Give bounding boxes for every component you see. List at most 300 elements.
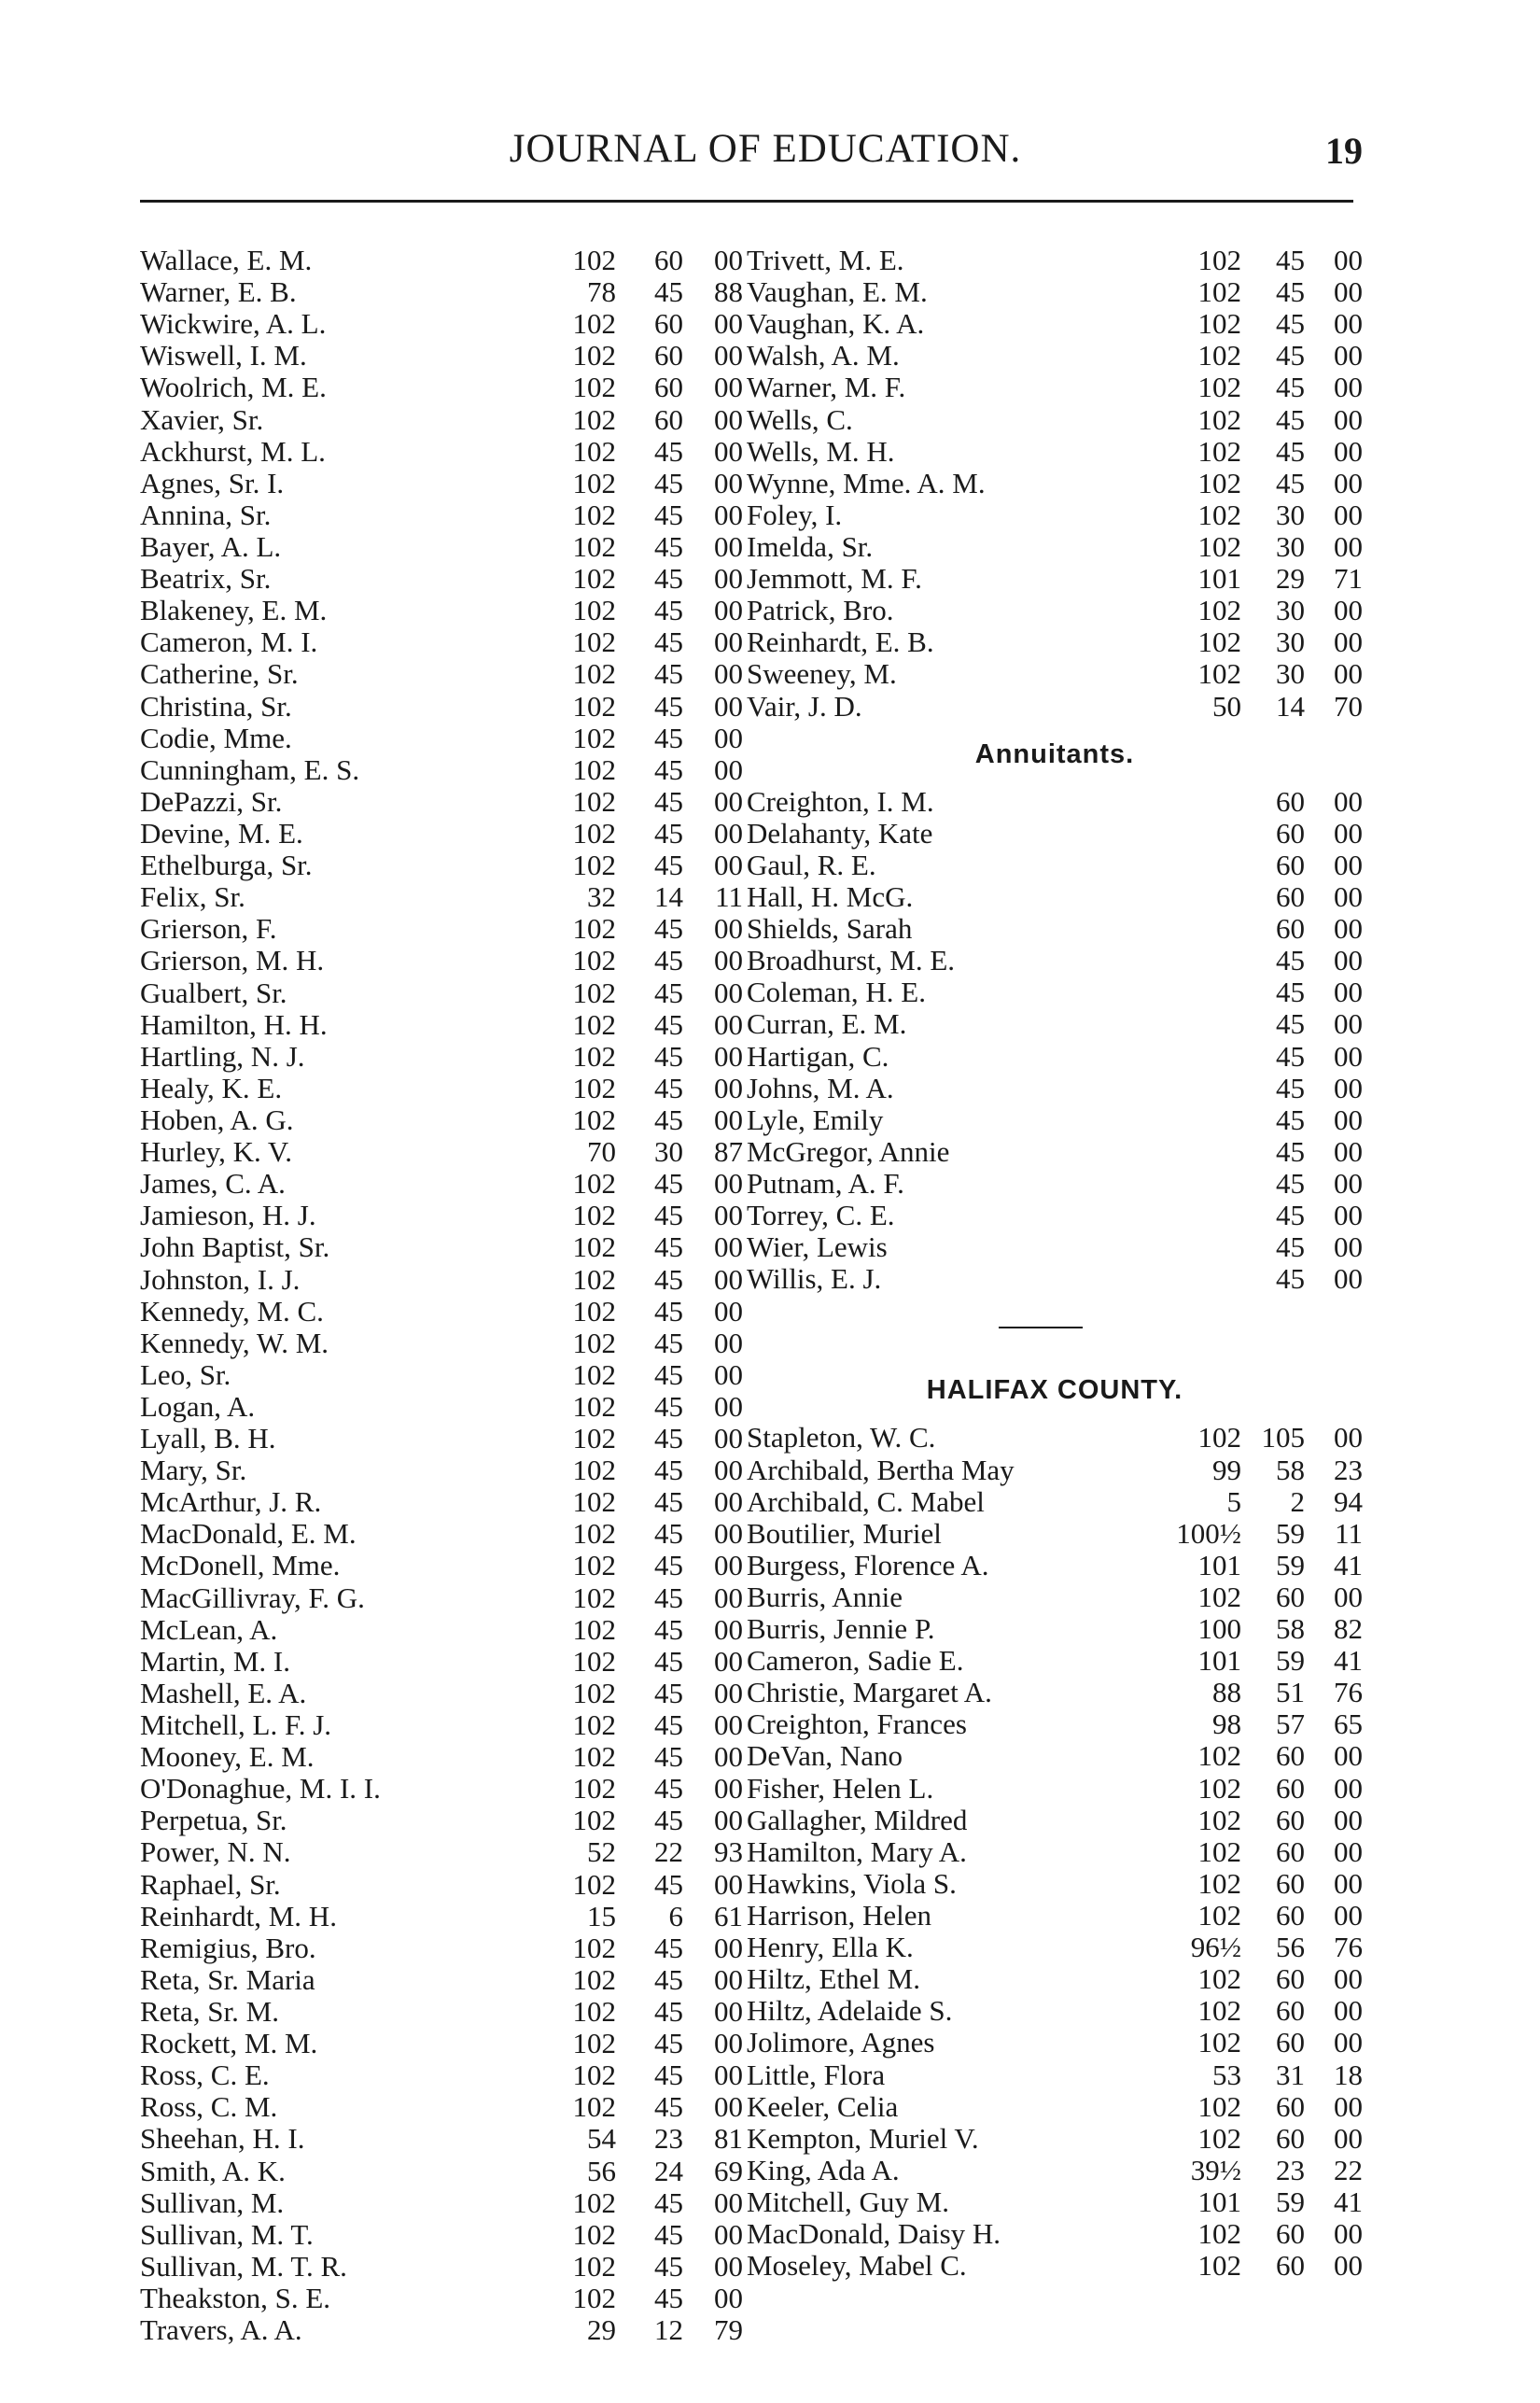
entry-amount-cents: 00 [1334,402,1363,436]
entry-amount-cents: 87 [714,1135,743,1169]
entry-amount-a: 53 [1212,2058,1241,2091]
entry-name: Sullivan, M. [140,2185,285,2219]
entry-amount-dollars: 60 [654,371,683,404]
entry-amount-dollars: 45 [654,1422,683,1455]
entry-amount-dollars: 45 [654,2282,683,2314]
table-row [747,276,1363,308]
entry-amount-a: 102 [572,2027,616,2060]
entry-amount-cents: 00 [714,721,743,754]
entry-amount-a: 102 [572,1230,616,1264]
entry-amount-cents: 00 [714,2059,743,2092]
entry-amount-dollars: 45 [1276,434,1305,468]
entry-amount-a: 101 [1197,562,1241,596]
table-row [140,1357,743,1391]
entry-amount-cents: 11 [1335,1516,1363,1550]
entry-amount-a: 102 [572,562,616,596]
entry-amount-a: 102 [1197,1739,1241,1773]
entry-amount-cents: 00 [714,816,743,850]
entry-amount-dollars: 45 [654,1804,683,1837]
entry-amount-dollars: 45 [1276,976,1305,1009]
entry-amount-a: 102 [1197,657,1241,691]
entry-amount-dollars: 45 [654,976,683,1009]
entry-amount-cents: 00 [714,912,743,946]
entry-amount-a: 102 [572,1517,616,1551]
entry-amount-a: 102 [572,657,616,691]
entry-name: Hoben, A. G. [140,1103,294,1136]
table-row [747,1995,1363,2027]
table-row [747,2123,1363,2155]
entry-name: Hurley, K. V. [140,1135,293,1169]
entry-name: Burris, Annie [747,1580,903,1613]
entry-amount-a: 102 [572,625,616,659]
table-row [140,1262,743,1296]
entry-name: Hamilton, H. H. [140,1007,328,1041]
entry-amount-a: 102 [1197,2217,1241,2251]
entry-amount-cents: 00 [1334,1899,1363,1932]
entry-name: Ross, C. M. [140,2090,278,2124]
entry-name: MacDonald, Daisy H. [747,2217,1001,2251]
table-row [140,1454,743,1487]
entry-amount-cents: 61 [714,1899,743,1932]
table-row [140,2282,743,2314]
entry-amount-cents: 00 [714,1357,743,1391]
entry-name: Cameron, Sadie E. [747,1644,964,1678]
entry-amount-cents: 00 [1334,339,1363,372]
entry-amount-cents: 00 [1334,1866,1363,1900]
entry-name: Hawkins, Viola S. [747,1866,957,1900]
table-row [140,562,743,596]
entry-name: Foley, I. [747,498,843,531]
entry-amount-a: 102 [572,689,616,723]
entry-amount-a: 102 [1197,2121,1241,2155]
entry-amount-cents: 00 [1334,1421,1363,1454]
entry-amount-dollars: 59 [1276,1548,1305,1581]
entry-amount-a: 102 [572,307,616,341]
entry-amount-dollars: 45 [654,721,683,754]
entry-amount-a: 102 [1197,466,1241,499]
entry-name: McLean, A. [140,1612,278,1646]
entry-name: Wiswell, I. M. [140,339,307,372]
table-row [747,786,1363,818]
entry-name: Vaughan, E. M. [747,275,928,309]
table-row [140,2090,743,2124]
entry-name: Devine, M. E. [140,816,303,850]
entry-amount-dollars: 45 [1276,1166,1305,1200]
entry-amount-a: 102 [572,721,616,754]
table-row [140,434,743,468]
table-row [140,2217,743,2251]
entry-amount-dollars: 60 [1276,1866,1305,1900]
entry-amount-dollars: 45 [654,1772,683,1806]
table-row [140,1931,743,1964]
entry-name: Christina, Sr. [140,689,292,723]
entry-amount-dollars: 57 [1276,1707,1305,1741]
entry-name: Ackhurst, M. L. [140,434,326,468]
entry-amount-dollars: 45 [654,752,683,786]
entry-amount-a: 102 [1197,1994,1241,2028]
table-row [747,1008,1363,1040]
entry-name: Power, N. N. [140,1835,291,1869]
entry-amount-dollars: 29 [1276,562,1305,596]
entry-amount-a: 102 [572,1931,616,1964]
entry-amount-dollars: 30 [1276,529,1305,563]
entry-name: Wynne, Mme. A. M. [747,466,986,499]
entry-amount-cents: 00 [714,1708,743,1742]
entry-name: Gualbert, Sr. [140,976,287,1009]
entry-amount-a: 102 [572,1039,616,1073]
entry-amount-a: 102 [572,1740,616,1774]
entry-name: DeVan, Nano [747,1739,903,1773]
entry-amount-cents: 18 [1334,2058,1363,2091]
entry-amount-cents: 00 [714,402,743,436]
entry-amount-cents: 00 [714,1549,743,1582]
entry-amount-cents: 00 [1334,879,1363,913]
entry-amount-dollars: 45 [654,529,683,563]
entry-amount-cents: 00 [714,784,743,818]
table-row [747,1805,1363,1836]
table-row [140,2185,743,2219]
entry-amount-cents: 76 [1334,1931,1363,1964]
entry-amount-a: 102 [572,1962,616,1996]
entry-amount-dollars: 45 [1276,402,1305,436]
entry-amount-dollars: 45 [654,1294,683,1328]
table-row [747,1773,1363,1805]
entry-name: Wickwire, A. L. [140,307,327,341]
entry-amount-dollars: 45 [1276,244,1305,276]
table-row [140,1199,743,1232]
table-row [747,1613,1363,1645]
entry-amount-a: 102 [572,816,616,850]
table-row [747,1932,1363,1963]
entry-amount-dollars: 60 [654,244,683,276]
entry-amount-dollars: 60 [654,339,683,372]
entry-amount-a: 102 [572,1581,616,1614]
entry-amount-a: 102 [1197,1834,1241,1868]
entry-name: McArthur, J. R. [140,1485,322,1519]
entry-name: Walsh, A. M. [747,339,900,372]
entry-amount-cents: 00 [714,976,743,1009]
table-row [747,1263,1363,1295]
entry-amount-dollars: 45 [654,498,683,531]
entry-amount-cents: 00 [714,1071,743,1104]
entry-amount-dollars: 6 [668,1899,683,1932]
entry-amount-a: 102 [572,1995,616,2029]
entry-amount-dollars: 60 [654,307,683,341]
entry-amount-cents: 00 [1334,275,1363,309]
entry-name: O'Donaghue, M. I. I. [140,1772,381,1806]
entry-name: Archibald, C. Mabel [747,1484,985,1518]
entry-amount-a: 98 [1212,1707,1241,1741]
table-row [140,498,743,531]
entry-amount-cents: 00 [1334,244,1363,276]
entry-amount-cents: 00 [1334,1134,1363,1168]
entry-amount-cents: 00 [714,562,743,596]
entry-amount-cents: 79 [714,2313,743,2347]
entry-amount-dollars: 45 [654,2059,683,2092]
entry-amount-dollars: 45 [1276,339,1305,372]
entry-amount-a: 102 [1197,1899,1241,1932]
entry-amount-cents: 00 [1334,976,1363,1009]
entry-amount-dollars: 60 [1276,816,1305,850]
entry-amount-dollars: 60 [654,402,683,436]
entry-name: Jolimore, Agnes [747,2026,935,2059]
entry-amount-cents: 00 [714,2249,743,2283]
entry-amount-cents: 65 [1334,1707,1363,1741]
entry-amount-dollars: 45 [654,1454,683,1487]
table-row [140,1867,743,1901]
entry-amount-a: 102 [572,1199,616,1232]
entry-name: Martin, M. I. [140,1644,291,1678]
entry-amount-a: 102 [1197,434,1241,468]
entry-amount-a: 102 [572,1167,616,1201]
entry-amount-cents: 41 [1334,1548,1363,1581]
entry-name: Warner, M. F. [747,371,906,404]
entry-name: Hamilton, Mary A. [747,1834,967,1868]
entry-amount-cents: 00 [714,1676,743,1709]
entry-amount-a: 102 [572,944,616,977]
entry-amount-dollars: 60 [1276,784,1305,818]
entry-amount-dollars: 45 [654,2027,683,2060]
table-row [747,1041,1363,1073]
entry-name: Remigius, Bro. [140,1931,316,1964]
table-row [747,2155,1363,2186]
entry-name: Smith, A. K. [140,2154,286,2187]
entry-amount-dollars: 30 [1276,625,1305,659]
table-row [747,1645,1363,1677]
entry-amount-cents: 88 [714,275,743,309]
entry-name: Reta, Sr. M. [140,1995,279,2029]
entry-amount-cents: 71 [1334,562,1363,596]
entry-amount-cents: 00 [714,1007,743,1041]
entry-amount-cents: 00 [714,657,743,691]
entry-name: Mitchell, L. F. J. [140,1708,332,1742]
entry-amount-cents: 00 [1334,1834,1363,1868]
entry-amount-dollars: 30 [654,1135,683,1169]
table-row [140,1007,743,1041]
table-row [747,977,1363,1008]
entry-amount-a: 99 [1212,1453,1241,1486]
table-row [747,2218,1363,2250]
entry-amount-a: 102 [572,2090,616,2124]
table-row [140,307,743,341]
entry-name: Wier, Lewis [747,1230,888,1264]
entry-amount-cents: 00 [714,1199,743,1232]
entry-amount-a: 102 [572,2185,616,2219]
entry-name: Burris, Jennie P. [747,1612,935,1646]
entry-amount-a: 102 [572,1103,616,1136]
teachers-list-continued [747,245,1363,723]
entry-amount-cents: 00 [714,1867,743,1901]
entry-amount-dollars: 45 [654,1262,683,1296]
entry-amount-dollars: 45 [654,1071,683,1104]
entry-amount-cents: 00 [714,2027,743,2060]
entry-amount-a: 101 [1197,2185,1241,2219]
entry-amount-dollars: 59 [1276,2185,1305,2219]
entry-amount-cents: 00 [1334,1771,1363,1805]
entry-amount-a: 102 [1197,2249,1241,2283]
entry-name: Shields, Sarah [747,912,913,946]
entry-amount-cents: 69 [714,2154,743,2187]
entry-amount-a: 102 [572,1612,616,1646]
entry-amount-cents: 00 [1334,2089,1363,2123]
entry-name: Sullivan, M. T. R. [140,2249,347,2283]
entry-amount-dollars: 45 [654,1103,683,1136]
entry-amount-a: 101 [1197,1548,1241,1581]
table-row [140,402,743,436]
entry-amount-cents: 00 [714,1931,743,1964]
entry-amount-dollars: 22 [654,1835,683,1869]
entry-amount-a: 70 [587,1135,616,1169]
entry-amount-cents: 00 [714,625,743,659]
entry-amount-a: 102 [1197,2026,1241,2059]
entry-name: Annina, Sr. [140,498,272,531]
entry-name: Ross, C. E. [140,2059,270,2092]
entry-name: MacGillivray, F. G. [140,1581,365,1614]
entry-name: Johnston, I. J. [140,1262,301,1296]
entry-amount-a: 102 [572,1262,616,1296]
entry-amount-dollars: 45 [1276,1039,1305,1073]
table-row [747,436,1363,468]
table-row [140,752,743,786]
entry-amount-cents: 82 [1334,1612,1363,1646]
entry-amount-a: 50 [1212,689,1241,723]
entry-amount-a: 102 [572,912,616,946]
table-row [140,1581,743,1614]
entry-name: Hiltz, Adelaide S. [747,1994,953,2028]
entry-amount-cents: 00 [714,1485,743,1519]
entry-amount-cents: 00 [1334,2121,1363,2155]
entry-amount-cents: 00 [714,1103,743,1136]
annuitants-heading: Annuitants. [974,738,1135,769]
entry-amount-cents: 00 [714,1644,743,1678]
entry-amount-cents: 00 [1334,784,1363,818]
table-row [140,1135,743,1169]
entry-amount-cents: 00 [714,244,743,276]
entry-amount-a: 52 [587,1835,616,1869]
entry-name: Woolrich, M. E. [140,371,327,404]
entry-name: Jamieson, H. J. [140,1199,316,1232]
entry-amount-a: 96½ [1190,1931,1241,1964]
entry-amount-cents: 00 [1334,1262,1363,1296]
entry-amount-dollars: 45 [654,275,683,309]
entry-name: Sullivan, M. T. [140,2217,314,2251]
entry-name: Raphael, Sr. [140,1867,281,1901]
table-row [140,816,743,850]
table-row [747,245,1363,276]
entry-amount-a: 102 [572,1357,616,1391]
entry-amount-cents: 00 [1334,434,1363,468]
table-row [140,689,743,723]
entry-amount-dollars: 30 [1276,498,1305,531]
table-row [140,1485,743,1519]
entry-name: Fisher, Helen L. [747,1771,934,1805]
table-row [747,468,1363,499]
entry-name: Christie, Margaret A. [747,1676,992,1709]
entry-amount-cents: 00 [1334,498,1363,531]
table-row [747,818,1363,850]
halifax-county-list [747,1422,1363,2282]
entry-amount-cents: 00 [714,2090,743,2124]
entry-amount-a: 32 [587,880,616,914]
entry-amount-dollars: 45 [1276,1199,1305,1232]
entry-name: Hall, H. McG. [747,879,914,913]
entry-name: Hiltz, Ethel M. [747,1962,920,1996]
entry-amount-cents: 11 [715,880,743,914]
entry-amount-cents: 00 [714,1612,743,1646]
entry-amount-dollars: 59 [1276,1644,1305,1678]
entry-amount-dollars: 51 [1276,1676,1305,1709]
entry-name: Grierson, M. H. [140,944,325,977]
entry-amount-a: 102 [572,339,616,372]
table-row [140,1422,743,1455]
table-row [747,1136,1363,1168]
entry-amount-dollars: 45 [654,434,683,468]
table-row [140,244,743,276]
entry-amount-a: 102 [572,784,616,818]
entry-amount-dollars: 45 [1276,307,1305,341]
entry-amount-dollars: 45 [654,1708,683,1742]
entry-amount-cents: 41 [1334,1644,1363,1678]
annuitants-list [747,786,1363,1296]
table-row [747,499,1363,531]
table-row [140,1071,743,1104]
entry-name: Kennedy, W. M. [140,1326,329,1359]
entry-name: Harrison, Helen [747,1899,931,1932]
table-row [140,2059,743,2092]
entry-amount-dollars: 45 [1276,1262,1305,1296]
table-row [747,881,1363,913]
entry-amount-cents: 00 [714,1962,743,1996]
entry-amount-dollars: 60 [1276,1771,1305,1805]
entry-amount-dollars: 45 [654,689,683,723]
entry-name: Gaul, R. E. [747,848,876,881]
entry-amount-a: 102 [1197,275,1241,309]
entry-amount-dollars: 45 [654,784,683,818]
entry-amount-dollars: 56 [1276,1931,1305,1964]
table-row [747,1868,1363,1900]
entry-amount-cents: 00 [1334,307,1363,341]
table-row [140,657,743,691]
table-row [747,595,1363,626]
entry-amount-dollars: 45 [654,2249,683,2283]
entry-name: Curran, E. M. [747,1007,907,1041]
entry-amount-dollars: 60 [1276,848,1305,881]
entry-name: Burgess, Florence A. [747,1548,989,1581]
entry-amount-dollars: 2 [1290,1484,1305,1518]
entry-amount-cents: 00 [1334,594,1363,627]
table-row [140,1772,743,1806]
page-title: JOURNAL OF EDUCATION. [509,127,1022,171]
entry-name: Hartling, N. J. [140,1039,305,1073]
table-row [747,1231,1363,1263]
table-row [747,563,1363,595]
table-row [140,1708,743,1742]
table-row [140,1103,743,1136]
entry-name: Lyle, Emily [747,1103,884,1136]
entry-amount-dollars: 45 [654,944,683,977]
entry-amount-dollars: 45 [654,1867,683,1901]
table-row [140,784,743,818]
entry-amount-a: 56 [587,2154,616,2187]
table-row [140,466,743,499]
entry-amount-cents: 00 [714,466,743,499]
entry-amount-cents: 00 [714,2185,743,2219]
entry-amount-dollars: 60 [1276,1834,1305,1868]
table-row [747,626,1363,658]
entry-amount-cents: 00 [1334,1166,1363,1200]
entry-amount-dollars: 45 [654,1389,683,1423]
table-row [747,1168,1363,1200]
